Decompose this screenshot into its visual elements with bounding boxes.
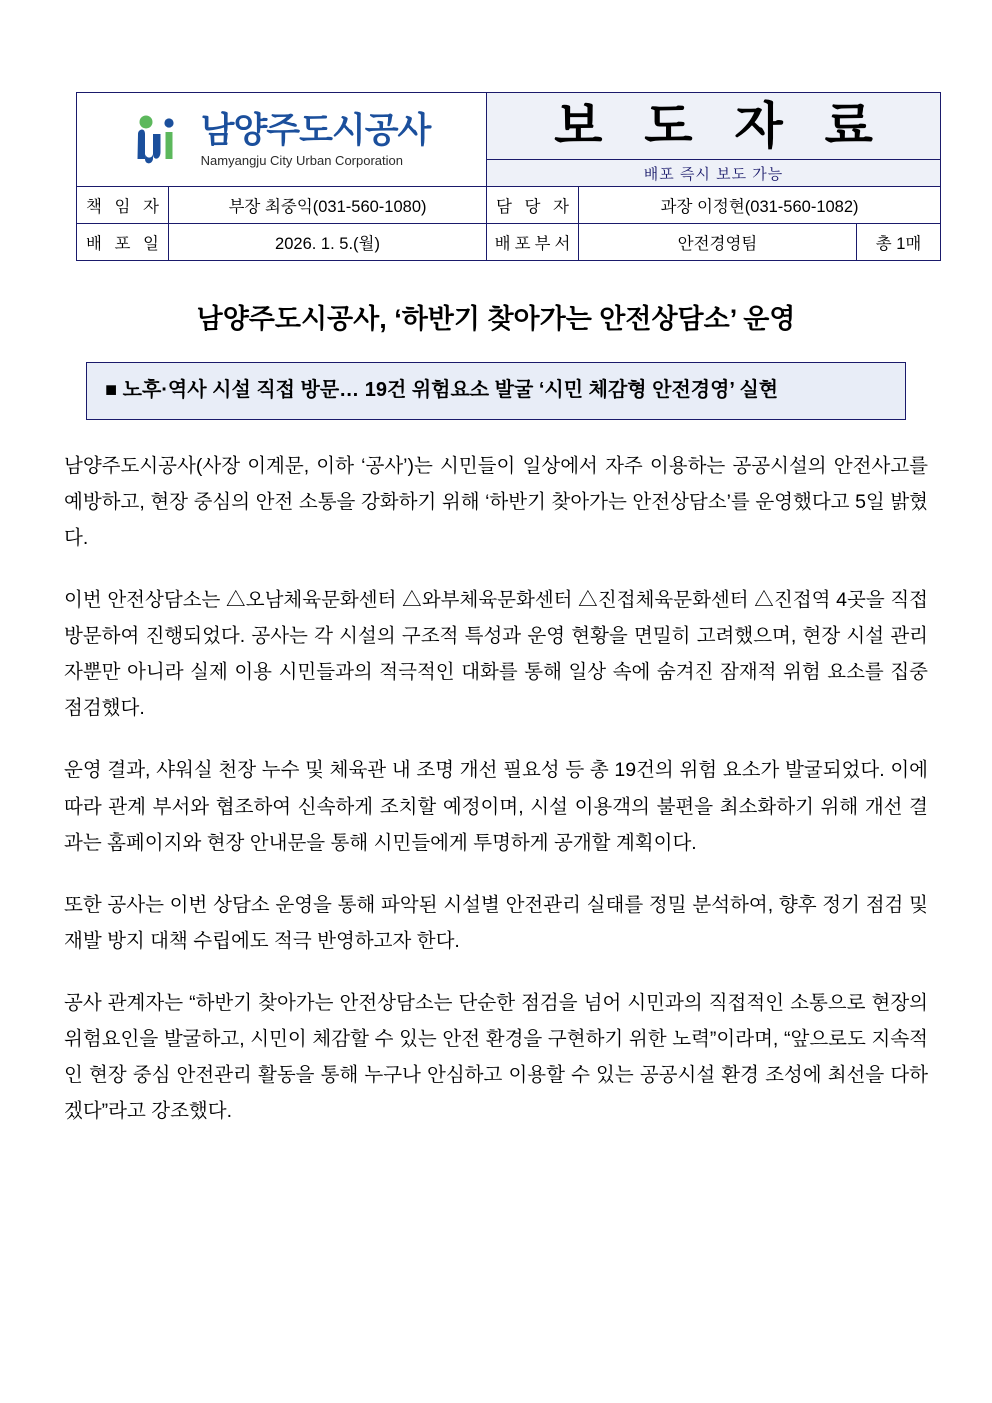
paragraph: 남양주도시공사(사장 이계문, 이하 ‘공사’)는 시민들이 일상에서 자주 이용하는 공공시설의 안전사고를 예방하고, 현장 중심의 안전 소통을 강화하기 위해 ‘하반기 찾아가는 안전상담소’를 운영했다고 5일 밝혔다. xyxy=(64,455,928,550)
contact-label: 담 당 자 xyxy=(487,187,579,224)
paragraph: 또한 공사는 이번 상담소 운영을 통해 파악된 시설별 안전관리 실태를 정밀 분석하여, 향후 정기 점검 및 재발 방지 대책 수립에도 적극 반영하고자 한다. xyxy=(64,893,928,952)
table-row xyxy=(77,224,941,261)
logo-cell xyxy=(77,93,487,187)
paragraph: 운영 결과, 샤워실 천장 누수 및 체육관 내 조명 개선 필요성 등 총 19건의 위험 요소가 발굴되었다. 이에 따라 관계 부서와 협조하여 신속하게 조치할 예정이며, 시설 이용객의 불편을 최소화하기 위해 개선 결과는 홈페이지와 현장 안내문을 통해 시민들에게 투명하게 공개할 계획이다. xyxy=(64,759,928,854)
paragraph: 이번 안전상담소는 △오남체육문화센터 △와부체육문화센터 △진접체육문화센터 △진접역 4곳을 직접 방문하여 진행되었다. 공사는 각 시설의 구조적 특성과 운영 현황을 면밀히 고려했으며, 현장 시설 관리자뿐만 아니라 실제 이용 시민들과의 적극적인 대화를 통해 일상 속에 숨겨진 잠재적 위험 요소를 집중 점검했다. xyxy=(64,589,928,720)
responsible-label: 책 임 자 xyxy=(77,187,169,224)
document-type-title xyxy=(487,93,941,160)
release-notice xyxy=(487,160,941,187)
logo-korean-name: 남양주도시공사 xyxy=(200,110,431,150)
distribution-dept-label: 배포부서 xyxy=(487,224,579,261)
paragraph: 공사 관계자는 “하반기 찾아가는 안전상담소는 단순한 점검을 넘어 시민과의 직접적인 소통으로 현장의 위험요인을 발굴하고, 시민이 체감할 수 있는 안전 환경을 구현하기 위한 노력”이라며, “앞으로도 지속적인 현장 중심 안전관리 활동을 통해 누구나 안심하고 이용할 수 있는 공공시설 환경 조성에 최선을 다하겠다”라고 강조했다. xyxy=(64,991,928,1122)
namyangju-corp-logo-icon xyxy=(133,112,189,168)
body-content xyxy=(64,448,928,1129)
responsible-value: 부장 최중익(031-560-1080) xyxy=(169,187,487,224)
header-table xyxy=(76,92,941,261)
distribution-dept-value: 안전경영팀 xyxy=(579,224,857,261)
document-type-title-text: 보 도 자 료 xyxy=(554,98,887,154)
release-notice-text: 배포 즉시 보도 가능 xyxy=(643,165,784,183)
distribution-date-label: 배 포 일 xyxy=(77,224,169,261)
summary-highlight-box: ■ 노후·역사 시설 직접 방문… 19건 위험요소 발굴 ‘시민 체감형 안전경영’ 실현 xyxy=(86,362,906,420)
distribution-date-value: 2026. 1. 5.(월) xyxy=(169,224,487,261)
table-row xyxy=(77,187,941,224)
logo-english-name: Namyangju City Urban Corporation xyxy=(200,152,403,168)
page-count-value: 총 1매 xyxy=(857,224,941,261)
page-title: 남양주도시공사, ‘하반기 찾아가는 안전상담소’ 운영 xyxy=(196,304,796,334)
contact-value: 과장 이정현(031-560-1082) xyxy=(579,187,941,224)
